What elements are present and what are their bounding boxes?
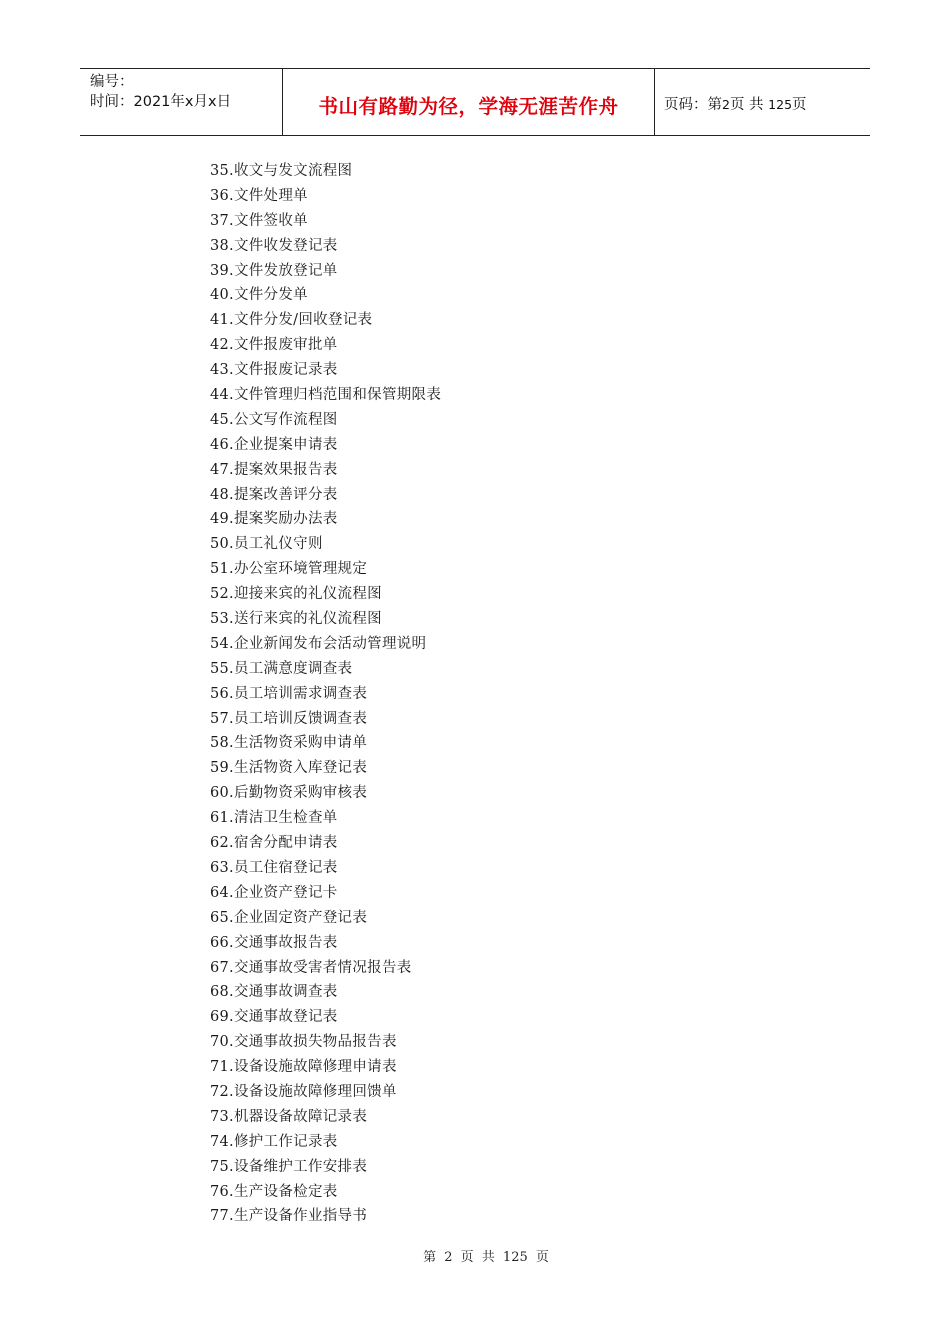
list-item: 63.员工住宿登记表 [210, 859, 338, 876]
list-item: 42.文件报废审批单 [210, 337, 338, 354]
list-item: 65.企业固定资产登记表 [210, 909, 368, 926]
list-item: 50.员工礼仪守则 [210, 536, 323, 553]
page-footer: 第 2 页 共 125 页 [423, 1250, 549, 1265]
list-item: 74.修护工作记录表 [210, 1133, 338, 1150]
list-item: 57.员工培训反馈调查表 [210, 710, 368, 727]
header-motto: 书山有路勤为径，学海无涯苦作舟 [318, 95, 619, 118]
list-item: 40.文件分发单 [210, 287, 308, 304]
header-divider-right [654, 69, 655, 135]
list-item: 75.设备维护工作安排表 [210, 1158, 368, 1175]
list-item: 36.文件处理单 [210, 187, 308, 204]
list-item: 61.清洁卫生检查单 [210, 810, 338, 827]
list-item: 55.员工满意度调查表 [210, 660, 353, 677]
list-item: 41.文件分发/回收登记表 [210, 312, 373, 329]
list-item: 64.企业资产登记卡 [210, 884, 338, 901]
list-item: 62.宿舍分配申请表 [210, 835, 338, 852]
list-item: 38.文件收发登记表 [210, 237, 338, 254]
list-item: 56.员工培训需求调查表 [210, 685, 368, 702]
list-item: 70.交通事故损失物品报告表 [210, 1034, 397, 1051]
list-item: 59.生活物资入库登记表 [210, 760, 368, 777]
list-item: 39.文件发放登记单 [210, 262, 338, 279]
list-item: 35.收文与发文流程图 [210, 163, 353, 179]
list-item: 47.提案效果报告表 [210, 461, 338, 478]
list-item: 43.文件报废记录表 [210, 362, 338, 379]
page-suffix: 页 [792, 97, 807, 113]
page-header [80, 68, 870, 136]
list-item: 68.交通事故调查表 [210, 984, 338, 1001]
list-item: 77.生产设备作业指导书 [210, 1208, 368, 1225]
list-item: 69.交通事故登记表 [210, 1009, 338, 1026]
document-time-label: 时间：2021年x月x日 [90, 94, 232, 110]
page-prefix: 页码：第 [664, 97, 722, 113]
list-item: 37.文件签收单 [210, 212, 308, 229]
list-item: 46.企业提案申请表 [210, 436, 338, 453]
page-current: 2 [722, 97, 730, 112]
list-item: 52.迎接来宾的礼仪流程图 [210, 586, 382, 603]
list-item: 60.后勤物资采购审核表 [210, 785, 368, 802]
list-item: 54.企业新闻发布会活动管理说明 [210, 635, 427, 652]
page-middle: 页 共 [729, 97, 764, 113]
document-number-label: 编号： [90, 74, 134, 90]
list-item: 51.办公室环境管理规定 [210, 561, 368, 578]
list-item: 58.生活物资采购申请单 [210, 735, 368, 752]
list-item: 53.送行来宾的礼仪流程图 [210, 611, 382, 628]
list-item: 72.设备设施故障修理回馈单 [210, 1083, 397, 1100]
header-page-number [664, 93, 807, 114]
list-item: 44.文件管理归档范围和保管期限表 [210, 387, 442, 404]
list-item: 48.提案改善评分表 [210, 486, 338, 503]
list-item: 73.机器设备故障记录表 [210, 1108, 368, 1125]
page-total: 125 [768, 97, 793, 112]
list-item: 66.交通事故报告表 [210, 934, 338, 951]
list-item: 76.生产设备检定表 [210, 1183, 338, 1200]
header-info [90, 72, 280, 112]
list-item: 45.公文写作流程图 [210, 411, 338, 428]
list-item: 67.交通事故受害者情况报告表 [210, 959, 412, 976]
list-item: 71.设备设施故障修理申请表 [210, 1059, 397, 1076]
form-list [210, 159, 441, 1229]
list-item: 49.提案奖励办法表 [210, 511, 338, 528]
